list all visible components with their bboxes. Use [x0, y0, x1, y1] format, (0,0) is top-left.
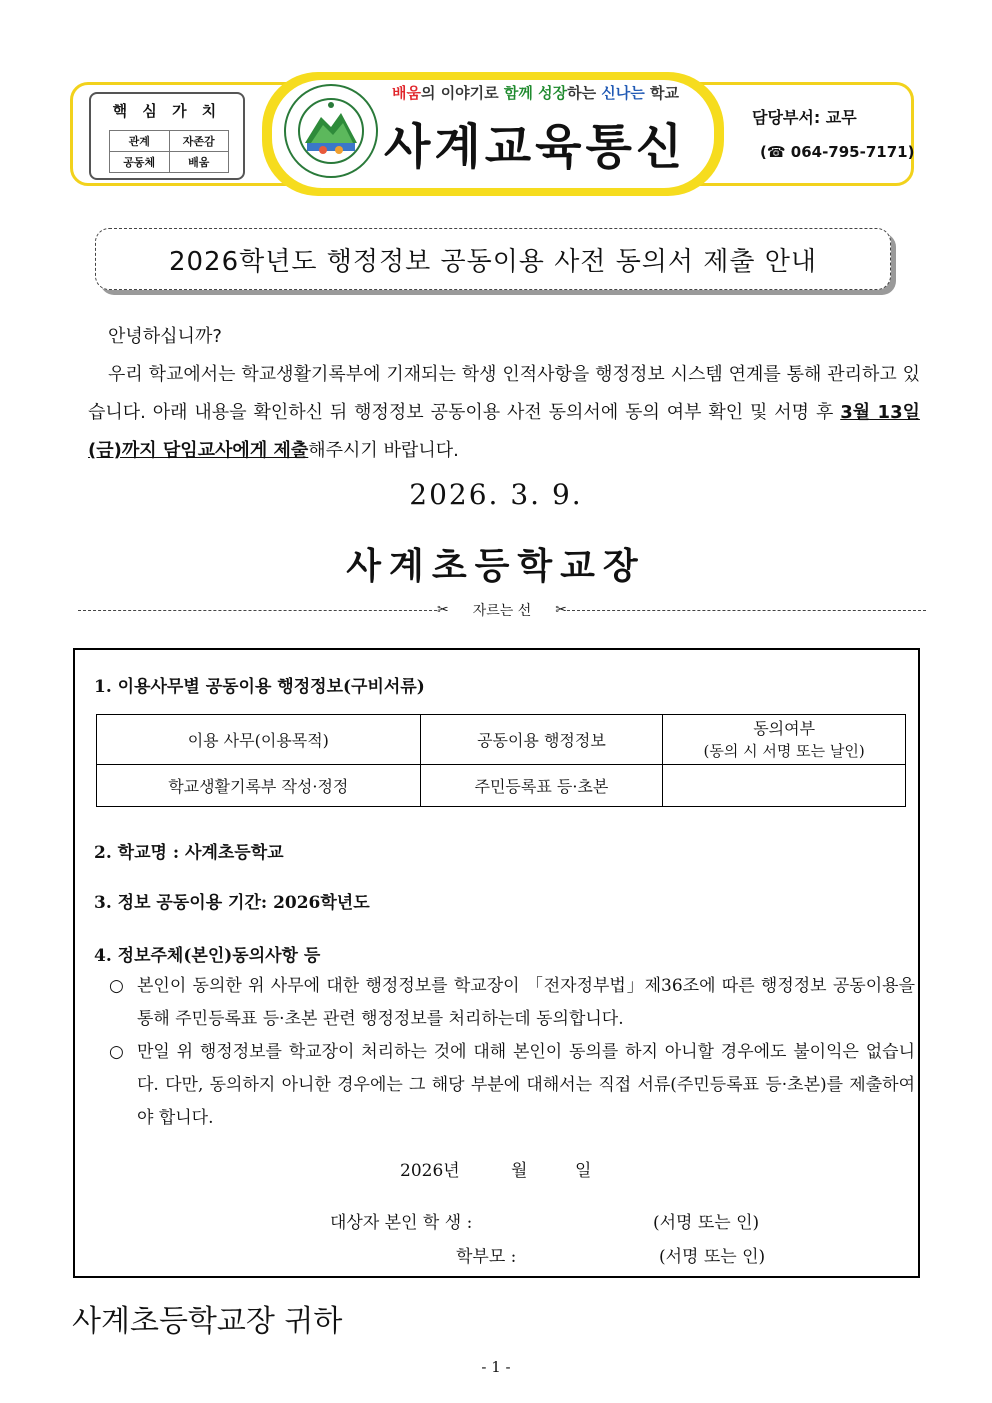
department: 담당부서: 교무: [752, 108, 857, 127]
bullet-circle-icon: ○: [109, 1042, 124, 1062]
intro-body: [88, 356, 920, 470]
slogan-part: 배움: [392, 84, 421, 102]
greeting: 안녕하십니까?: [108, 326, 222, 347]
table-header: [663, 715, 906, 765]
core-value: 공동체: [110, 152, 170, 173]
consent-header-note: (동의 시 서명 또는 날인): [703, 741, 865, 760]
scissors-icon: ✂: [437, 602, 449, 618]
consent-item-2: [109, 1036, 915, 1135]
cut-label: 자르는 선: [472, 603, 532, 619]
school-logo: [283, 83, 379, 179]
core-value: 배움: [169, 152, 229, 173]
student-sign-note[interactable]: (서명 또는 인): [653, 1213, 760, 1233]
core-values-box: [89, 92, 245, 180]
deadline-text: 3월 13일(금)까지 담임교사에게 제출: [88, 402, 920, 461]
sign-day: 일: [575, 1161, 592, 1181]
bullet-circle-icon: ○: [109, 976, 124, 996]
phone-number: (☎ 064-795-7171): [760, 143, 915, 161]
slogan-part: 함께 성장: [503, 84, 568, 102]
usage-table: [96, 714, 906, 807]
consent-sign-cell[interactable]: [663, 765, 906, 807]
scissors-icon: ✂: [555, 602, 568, 618]
table-header: 이용 사무(이용목적): [97, 715, 421, 765]
sign-year: 2026년: [400, 1161, 460, 1181]
core-value: 자존감: [169, 131, 229, 152]
consent-form: [73, 648, 920, 1278]
table-cell: 주민등록표 등·초본: [420, 765, 663, 807]
issue-date: 2026. 3. 9.: [409, 478, 583, 511]
consent-item-text: 만일 위 행정정보를 학교장이 처리하는 것에 대해 본인이 동의를 하지 아니할 경우에도 불이익은 없습니다. 다만, 동의하지 아니한 경우에는 그 해당 부분에 대해서는 직접 서류(주민등록표 등·초본)를 제출하여야 합니다.: [137, 1042, 915, 1128]
slogan: [392, 82, 679, 103]
intro-paragraph: [88, 318, 920, 470]
section-1-title: 1. 이용사무별 공동이용 행정정보(구비서류): [94, 677, 425, 697]
section-3: 3. 정보 공동이용 기간: 2026학년도: [94, 893, 370, 913]
masthead-title: 사계교육통신: [384, 119, 687, 175]
cut-line: [78, 600, 926, 620]
principal-signature: 사계초등학교장: [346, 546, 646, 587]
table-header: 공동이용 행정정보: [420, 715, 663, 765]
table-row: [97, 765, 906, 807]
section-2: 2. 학교명 : 사계초등학교: [94, 843, 284, 863]
slogan-part: 의 이야기로: [420, 84, 504, 102]
section-4-title: 4. 정보주체(본인)동의사항 등: [94, 946, 321, 966]
document-title: 2026학년도 행정정보 공동이용 사전 동의서 제출 안내: [95, 228, 891, 290]
parent-label: 학부모 :: [456, 1247, 517, 1267]
page-number: - 1 -: [481, 1358, 511, 1376]
cut-dash: [78, 610, 437, 611]
core-values-title: 핵 심 가 치: [112, 102, 222, 120]
slogan-part: 학교: [644, 84, 679, 102]
consent-item-1: [109, 970, 915, 1036]
consent-header: 동의여부: [753, 718, 816, 738]
intro-text: 우리 학교에서는 학교생활기록부에 기재되는 학생 인적사항을 행정정보 시스템 연계를 통해 관리하고 있습니다. 아래 내용을 확인하신 뒤 행정정보 공동이용 사전 동의서에 동의 여부 확인 및 서명 후: [88, 364, 920, 423]
sign-month: 월: [511, 1161, 528, 1181]
slogan-part: 하는: [567, 84, 602, 102]
core-values-table: [109, 130, 229, 173]
parent-sign-note[interactable]: (서명 또는 인): [659, 1247, 766, 1267]
table-cell: 학교생활기록부 작성·정정: [97, 765, 421, 807]
student-label: 대상자 본인 학 생 :: [330, 1213, 473, 1233]
slogan-part: 신나는: [601, 84, 645, 102]
cut-dash: [567, 610, 926, 611]
intro-text: 해주시기 바랍니다.: [308, 440, 459, 461]
addressee: 사계초등학교장 귀하: [72, 1304, 343, 1339]
core-value: 관계: [110, 131, 170, 152]
consent-item-text: 본인이 동의한 위 사무에 대한 행정정보를 학교장이 「전자정부법」제36조에 따른 행정정보 공동이용을 통해 주민등록표 등·초본 관련 행정정보를 처리하는데 동의합니다.: [137, 976, 915, 1029]
